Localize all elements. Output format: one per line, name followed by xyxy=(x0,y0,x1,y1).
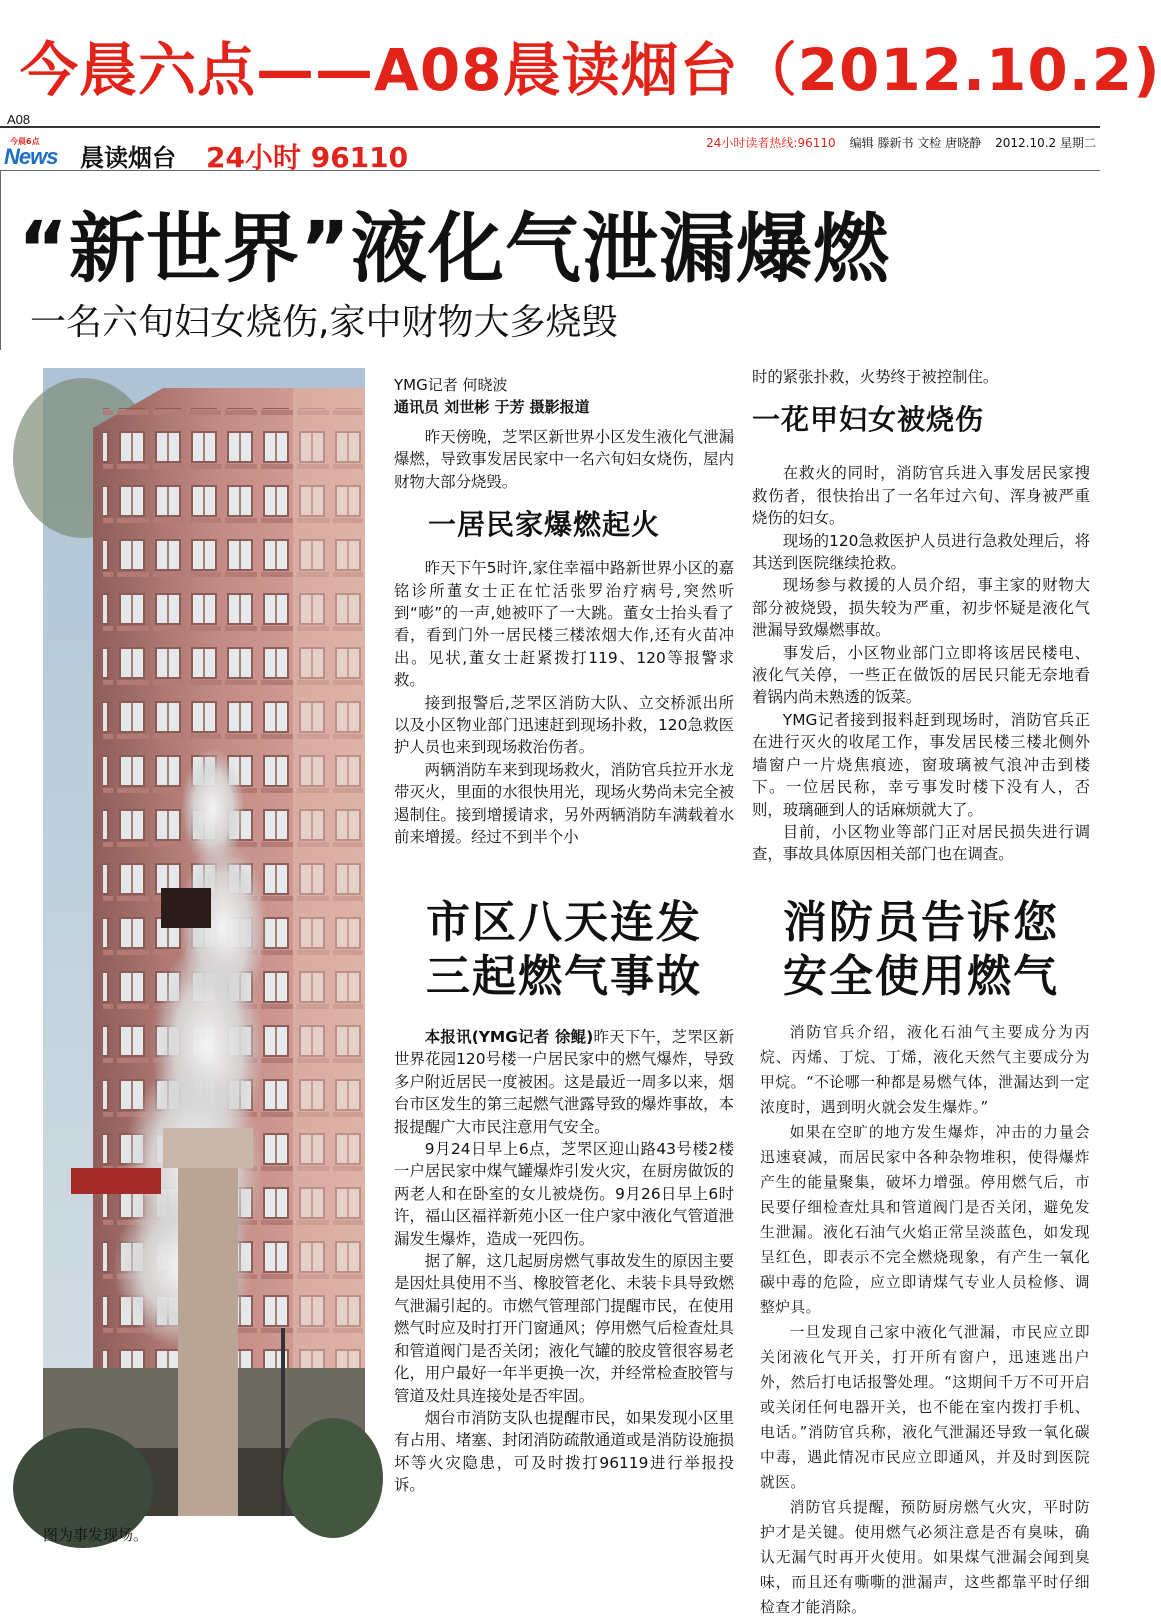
article-paragraph: 现场的120急救医护人员进行急救处理后，将其送到医院继续抢救。 xyxy=(752,531,1090,573)
third-paragraph: 消防官兵提醒，预防厨房燃气火灾，平时防护才是关键。使用燃气必须注意是否有臭味，确认无漏气时再开火使用。如果煤气泄漏会闻到臭味，而且还有嘶嘶的泄漏声，这些都靠平时仔细检查才能消除。 xyxy=(760,1499,1090,1616)
second-article-body xyxy=(394,1026,734,1497)
second-title-line-2: 三起燃气事故 xyxy=(426,951,702,1002)
masthead xyxy=(0,126,1100,174)
subheading-injured: 一花甲妇女被烧伤 xyxy=(752,403,985,437)
logo-small-text: 今晨6点 xyxy=(10,137,40,146)
third-paragraph: 一旦发现自己家中液化气泄漏，市民应立即关闭液化气开关，打开所有窗户，迅速逃出户外，然后打电话报警处理。“这期间千万不可开启或关闭任何电器开关，也不能在室内拨打手机、电话。”消防官兵称，液化气泄漏还导致一氧化碳中毒，遇此情况市民应立即通风，并及时到医院就医。 xyxy=(760,1324,1090,1491)
article-lead: 昨天傍晚，芝罘区新世界小区发生液化气泄漏爆燃，导致事发居民家中一名六旬妇女烧伤，屋内财物大部分烧毁。 xyxy=(394,428,734,491)
hotline-banner: 24小时 96110 xyxy=(206,141,409,174)
second-paragraph: 昨天下午，芝罘区新世界花园120号楼一户居民家中的燃气爆炸，导致多户附近居民一度被困。这是最近一周多以来，烟台市区发生的第三起燃气泄露导致的爆炸事故，本报提醒广大市民注意用气安全。 xyxy=(394,1028,734,1136)
masthead-meta xyxy=(706,134,1096,151)
second-paragraph: 烟台市消防支队也提醒市民，如果发现小区里有占用、堵塞、封闭消防疏散通道或是消防设施损坏等火灾隐患，可及时拨打96119进行举报投诉。 xyxy=(394,1408,734,1495)
third-paragraph: 消防官兵介绍，液化石油气主要成分为丙烷、丙烯、丁烷、丁烯，液化天然气主要成分为甲烷。“不论哪一种都是易燃气体，泄漏达到一定浓度时，遇到明火就会发生爆炸。” xyxy=(760,1024,1090,1116)
third-title-line-2: 安全使用燃气 xyxy=(783,951,1059,1002)
left-border-rule xyxy=(0,170,1,350)
article-headline: “新世界”液化气泄漏爆燃 xyxy=(18,204,890,293)
article-paragraph-continued: 时的紧张扑救，火势终于被控制住。 xyxy=(752,368,999,386)
article-column-1 xyxy=(394,374,734,849)
article-paragraph: 两辆消防车来到现场救火，消防官兵拉开水龙带灭火，里面的水很快用光，现场火势尚未完全被遏制住。接到增援请求，另外两辆消防车满载着水前来增援。经过不到半个小 xyxy=(394,760,734,847)
article-paragraph: 现场参与救援的人员介绍，事主家的财物大部分被烧毁，损失较为严重，初步怀疑是液化气泄漏导致爆燃事故。 xyxy=(752,576,1090,640)
third-title-line-1: 消防员告诉您 xyxy=(783,897,1059,948)
article-paragraph: 在救火的同时，消防官兵进入事发居民家搜救伤者，很快抬出了一名年过六旬、浑身被严重烧伤的妇女。 xyxy=(752,464,1090,528)
page-banner-title: 今晨六点——A08晨读烟台（2012.10.2) xyxy=(20,36,1161,104)
third-article-title xyxy=(752,896,1090,1004)
section-name: 晨读烟台 xyxy=(80,144,176,172)
article-paragraph: YMG记者接到报料赶到现场时，消防官兵正在进行灭火的收尾工作，事发居民楼三楼北侧外墙窗户一片烧焦痕迹，窗玻璃被气浪冲击到楼下。一位居民称，幸亏事发时楼下没有人，否则，玻璃砸到人的话麻烦就大了。 xyxy=(752,710,1090,819)
editor-credit: 编辑 滕新书 文检 唐晓静 xyxy=(849,136,982,150)
article-column-2 xyxy=(752,366,1090,866)
second-article-title xyxy=(394,896,734,1004)
fire-scene-photo xyxy=(43,368,365,1516)
subheading-fire: 一居民家爆燃起火 xyxy=(428,508,661,542)
article-subheadline: 一名六旬妇女烧伤,家中财物大多烧毁 xyxy=(30,302,618,343)
third-article-body xyxy=(760,1020,1090,1620)
byline-correspondents: 通讯员 刘世彬 于芳 摄影报道 xyxy=(394,398,590,416)
second-title-line-1: 市区八天连发 xyxy=(426,897,702,948)
second-paragraph: 据了解，这几起厨房燃气事故发生的原因主要是因灶具使用不当、橡胶管老化、未装卡具导致燃气泄漏引起的。市燃气管理部门提醒市民，在使用燃气时应及时打开门窗通风；停用燃气后检查灶具和管道阀门是否关闭；液化气罐的胶皮管很容易老化，用户最好一年半更换一次，并经常检查胶管与管道及灶具连接处是否牢固。 xyxy=(394,1252,734,1405)
second-paragraph: 9月24日早上6点，芝罘区迎山路43号楼2楼一户居民家中煤气罐爆炸引发火灾，在厨房做饭的两老人和在卧室的女儿被烧伤。9月26日早上6时许，福山区福祥新苑小区一住户家中液化气管道泄漏发生爆炸，造成一死四伤。 xyxy=(394,1140,734,1248)
reader-hotline: 24小时读者热线:96110 xyxy=(706,136,836,150)
article-paragraph: 事发后，小区物业部门立即将该居民楼电、液化气关停，一些正在做饭的居民只能无奈地看着锅内尚未熟透的饭菜。 xyxy=(752,643,1090,707)
third-paragraph: 如果在空旷的地方发生爆炸，冲击的力量会迅速衰减，而居民家中各种杂物堆积，使得爆炸产生的能量聚集，破坏力增强。停用燃气后，市民要仔细检查灶具和管道阀门是否关闭，避免发生泄漏。液化石油气火焰正常呈淡蓝色，如发现呈红色，即表示不完全燃烧现象，有产生一氧化碳中毒的危险，应立即请煤气专业人员检修、调整炉具。 xyxy=(760,1124,1090,1316)
page-number: A08 xyxy=(7,112,31,127)
second-lead-label: 本报讯(YMG记者 徐鲲) xyxy=(424,1028,594,1046)
article-paragraph: 目前，小区物业等部门正对居民损失进行调查，事故具体原因相关部门也在调查。 xyxy=(752,822,1090,864)
logo-word: News xyxy=(4,144,58,169)
article-paragraph: 昨天下午5时许,家住幸福中路新世界小区的嘉铭诊所董女士正在忙活张罗治疗病号,突然听到“嘭”的一声,她被吓了一大跳。董女士抬头看了看，看到门外一居民楼三楼浓烟大作,还有火苗冲出。见状,董女士赶紧拨打119、120等报警求救。 xyxy=(394,559,734,690)
photo-caption: 图为事发现场。 xyxy=(43,1526,149,1544)
byline-reporter: YMG记者 何晓波 xyxy=(394,376,508,394)
article-paragraph: 接到报警后,芝罘区消防大队、立交桥派出所以及小区物业部门迅速赶到现场扑救，120急救医护人员也来到现场救治伤者。 xyxy=(394,693,734,757)
news-logo xyxy=(4,136,72,169)
issue-date: 2012.10.2 星期二 xyxy=(995,136,1096,150)
masthead-divider xyxy=(0,170,1100,171)
